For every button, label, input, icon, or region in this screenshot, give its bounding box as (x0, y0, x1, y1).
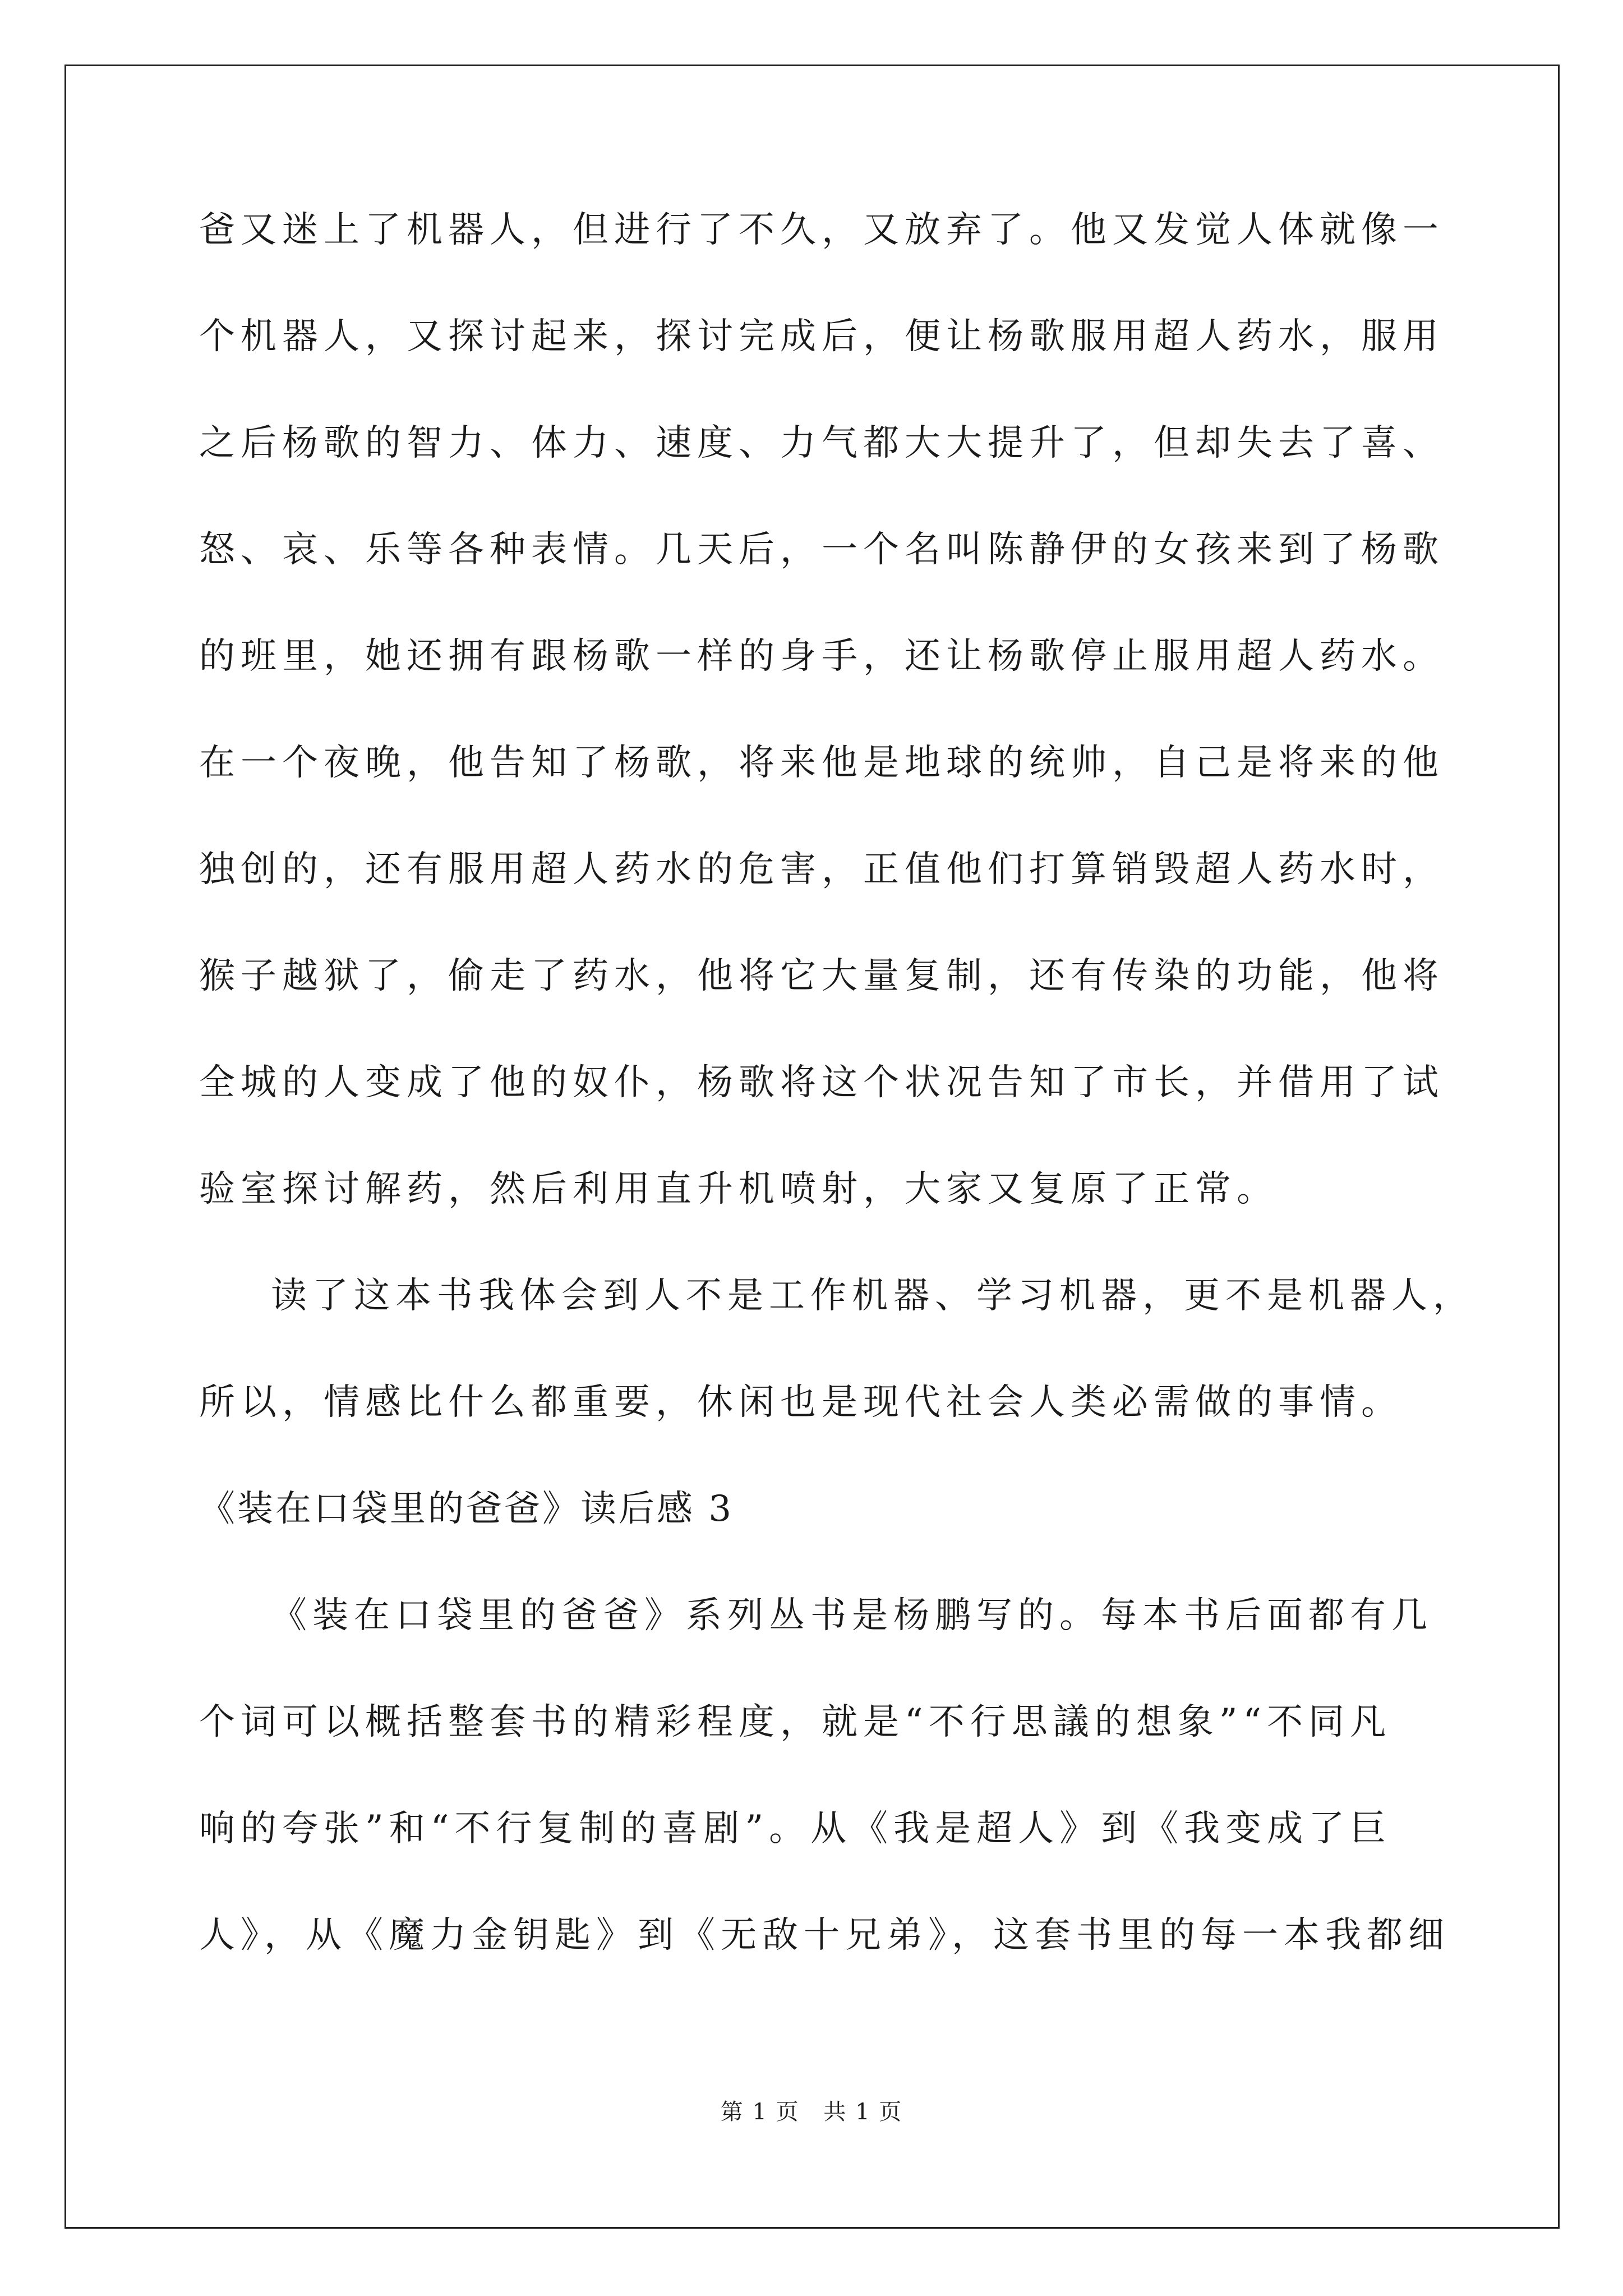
text-line: 独创的，还有服用超人药水的危害，正值他们打算销毁超人药水时， (199, 849, 1444, 890)
page-total: 共 1 页 (823, 2099, 903, 2125)
text-line: 人》，从《魔力金钥匙》到《无敌十兄弟》，这套书里的每一本我都细 (199, 1915, 1450, 1956)
page-number: 第 1 页 (720, 2099, 800, 2125)
text-line: 个机器人，又探讨起来，探讨完成后，便让杨歌服用超人药水，服用 (199, 316, 1444, 357)
text-line: 猴子越狱了，偷走了药水，他将它大量复制，还有传染的功能，他将 (199, 955, 1444, 997)
text-line: 所以，情感比什么都重要，休闲也是现代社会人类必需做的事情。 (199, 1382, 1403, 1423)
text-line: 验室探讨解药，然后利用直升机喷射，大家又复原了正常。 (199, 1168, 1278, 1210)
text-line: 响的夸张”和“不行复制的喜剧”。从《我是超人》到《我变成了巨 (199, 1808, 1392, 1849)
section-heading: 《装在口袋里的爸爸》读后感 3 (199, 1488, 734, 1530)
text-line: 全城的人变成了他的奴仆，杨歌将这个状况告知了市长，并借用了试 (199, 1062, 1444, 1103)
paragraph-start-line: 读了这本书我体会到人不是工作机器、学习机器，更不是机器人， (271, 1275, 1474, 1317)
page-footer (0, 2095, 1623, 2129)
text-line: 之后杨歌的智力、体力、速度、力气都大大提升了，但却失去了喜、 (199, 422, 1444, 464)
page-border (64, 65, 1560, 2229)
text-line: 的班里，她还拥有跟杨歌一样的身手，还让杨歌停止服用超人药水。 (199, 636, 1444, 677)
text-line: 怒、哀、乐等各种表情。几天后，一个名叫陈静伊的女孩来到了杨歌 (199, 529, 1444, 570)
paragraph-start-line: 《装在口袋里的爸爸》系列丛书是杨鹏写的。每本书后面都有几 (271, 1595, 1433, 1636)
text-line: 个词可以概括整套书的精彩程度，就是“不行思議的想象”“不同凡 (199, 1701, 1392, 1743)
text-line: 在一个夜晚，他告知了杨歌，将来他是地球的统帅，自己是将来的他 (199, 742, 1444, 784)
text-line: 爸又迷上了机器人，但进行了不久，又放弃了。他又发觉人体就像一 (199, 209, 1444, 251)
